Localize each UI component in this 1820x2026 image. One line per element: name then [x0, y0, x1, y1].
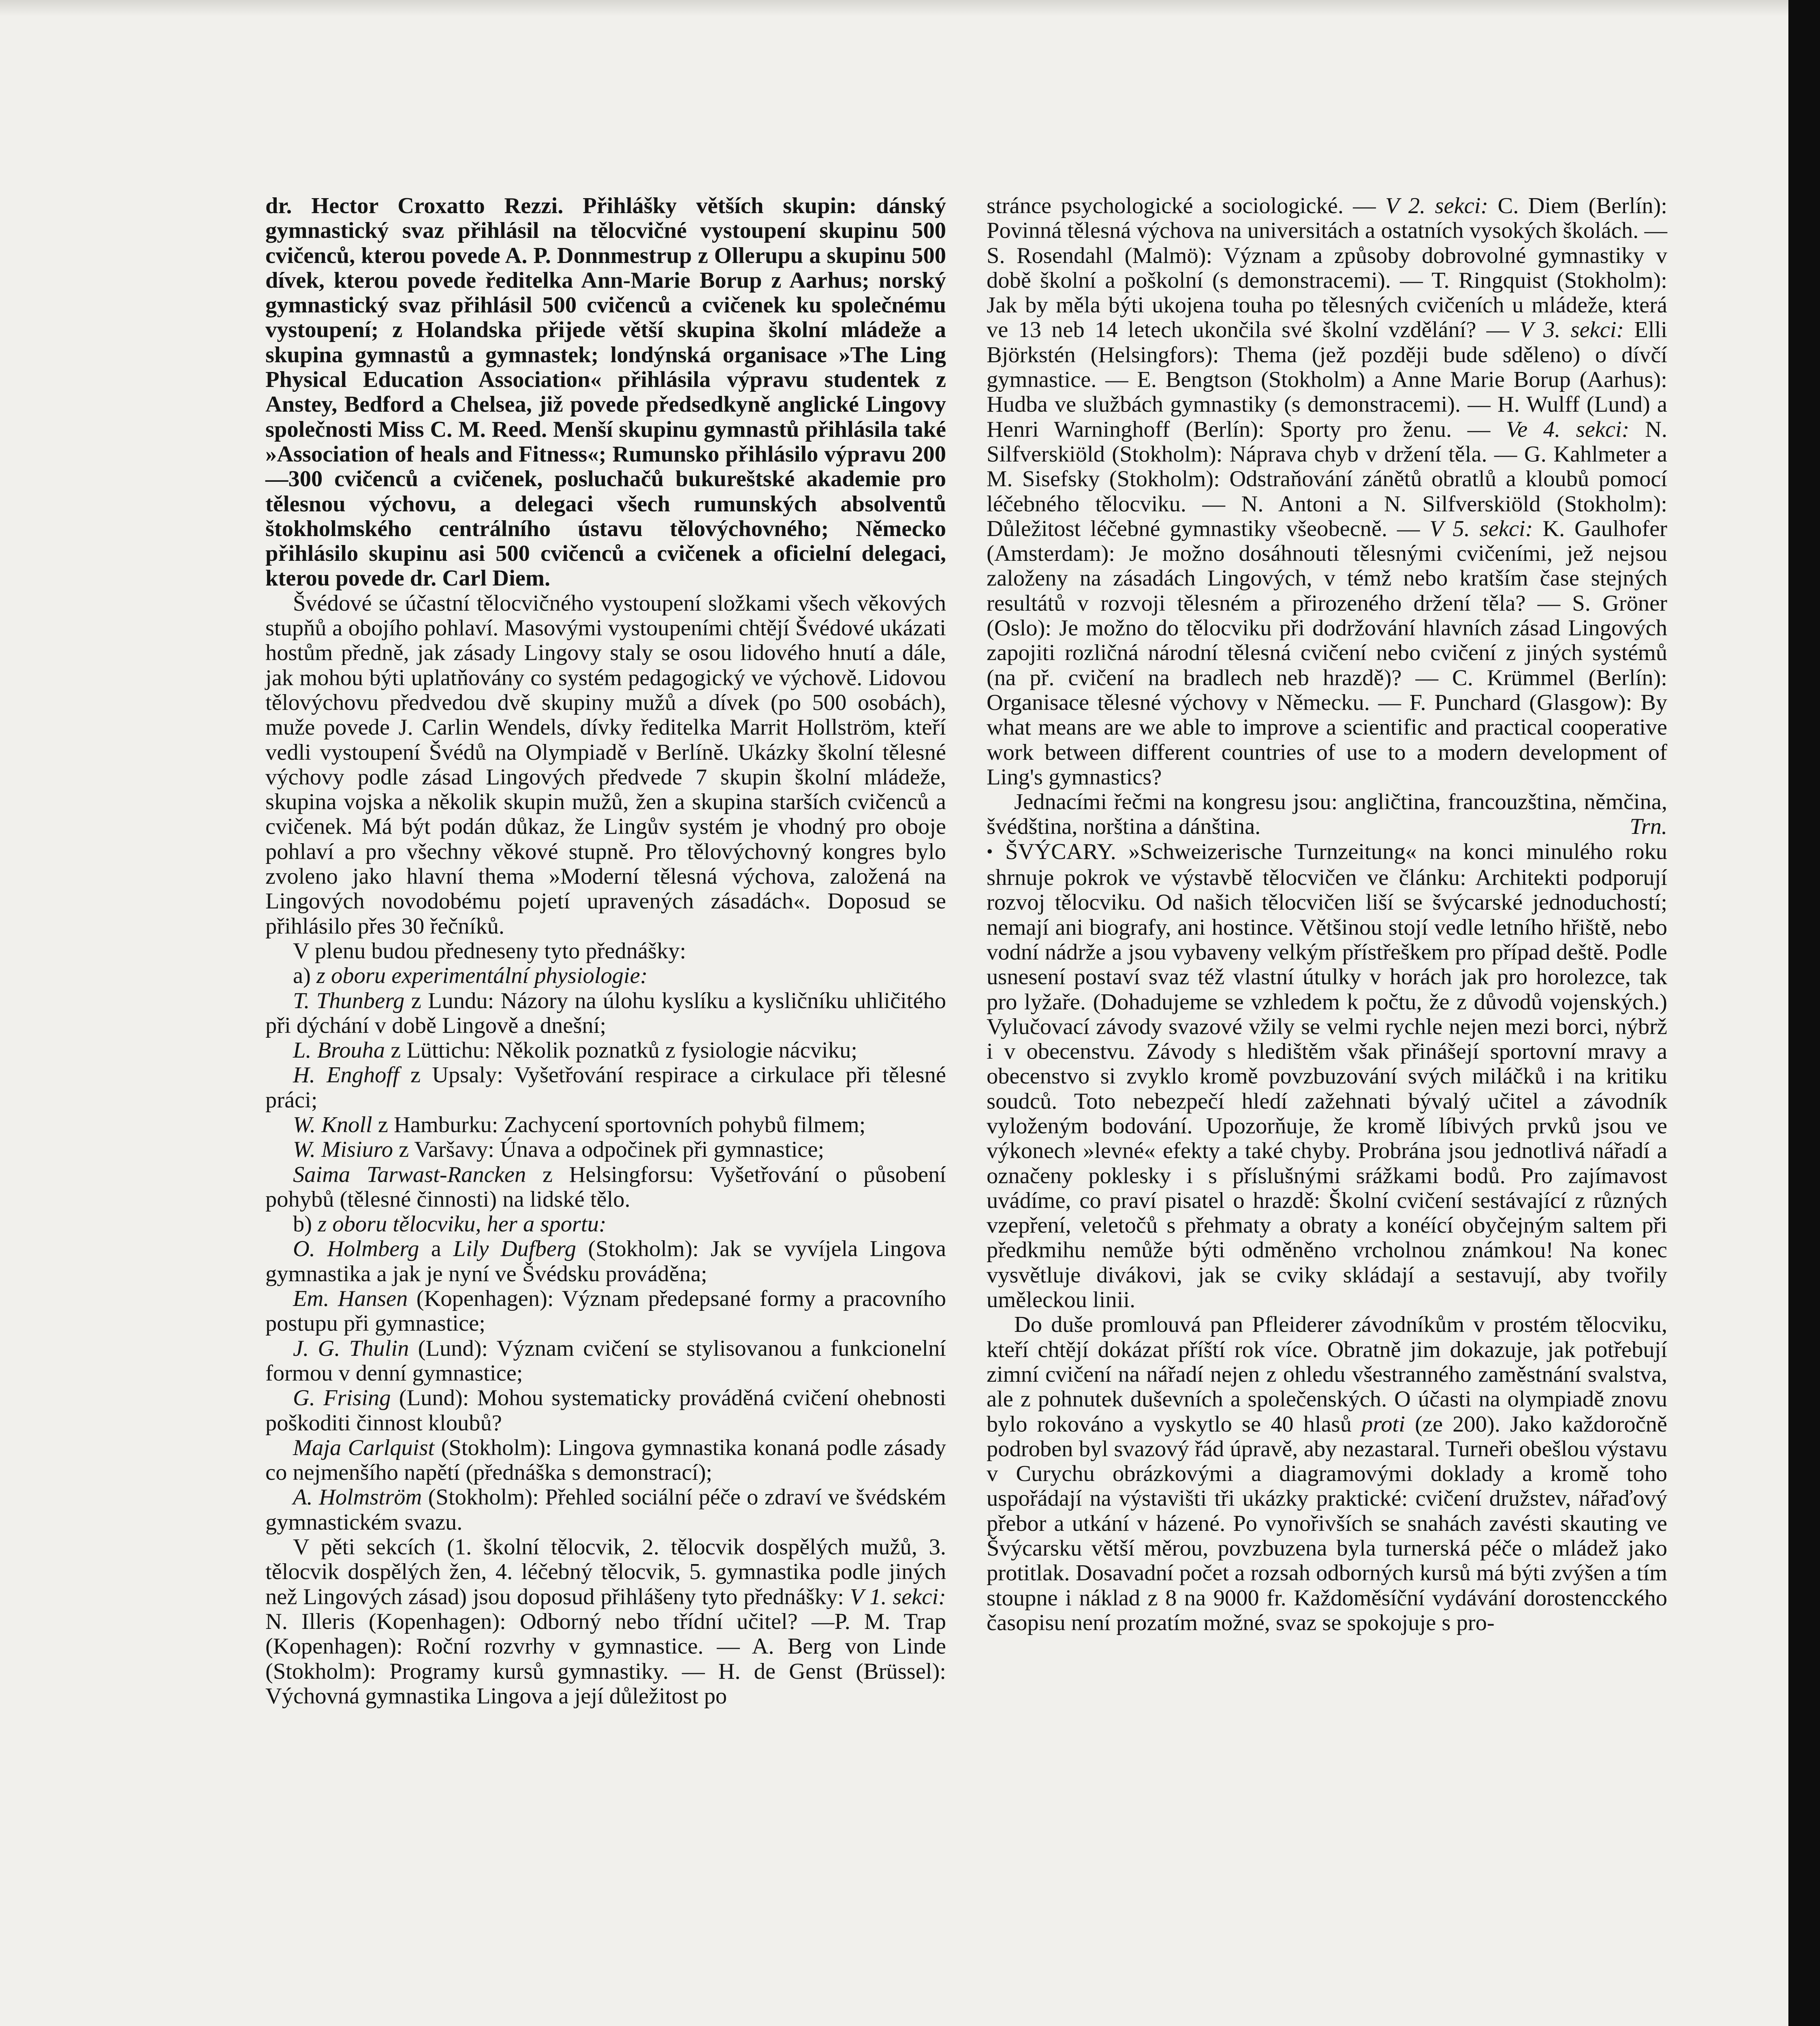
lecture-item: T. Thunberg z Lundu: Názory na úlohu kyslíku a kysličníku uhličitého při dýchání v době Lingově a dnešní; [265, 988, 946, 1038]
lecture-item: L. Brouha z Lüttichu: Několik poznatků z fysiologie nácviku; [293, 1038, 857, 1063]
paragraph-registrations: dr. Hector Croxatto Rezzi. Přihlášky větších skupin: dánský gymnastický svaz přihlásil na tělocvičné vystoupení skupinu 500 cvičenců, kterou povede A. P. Donnmestrup z Ollerupu a skupinu 500 dívek, kterou povede ředitelka Ann-Marie Borup z Aarhus; norský gymnastický svaz přihlásil 500 cvičenců a cvičenek ku společnému vystoupení; z Holandska přijede větší skupina školní mládeže a skupina gymnastů a gymnastek; londýnská organisace »The Ling Physical Education Association« přihlásila výpravu studentek z Anstey, Bedford a Chelsea, již povede předsedkyně anglické Lingovy společnosti Miss C. M. Reed. Menší skupinu gymnastů přihlásila také »Association of heals and Fitness«; Rumunsko přihlásilo výpravu 200—300 cvičenců a cvičenek, posluchačů bukureštské akademie pro tělesnou výchovu, a delegaci všech rumunských absolventů štokholmského centrálního ústavu tělovýchovného; Německo přihlásilo skupinu asi 500 cvičenců a cvičenek a oficielní delegaci, kterou povede dr. Carl Diem. [265, 193, 946, 591]
lecture-item: G. Frising (Lund): Mohou systematicky prováděná cvičení ohebnosti poškoditi činnost kloubů? [265, 1385, 946, 1436]
lecture-item: W. Knoll z Hamburku: Zachycení sportovních pohybů filmem; [293, 1112, 866, 1137]
left-column [265, 194, 946, 1709]
page-top-shadow [0, 0, 1788, 16]
bullet-icon: • [987, 841, 993, 861]
lecture-item: A. Holmström (Stokholm): Přehled sociální péče o zdraví ve švédském gymnastickém svazu. [265, 1485, 946, 1535]
paragraph-pfleiderer: Do duše promlouvá pan Pfleiderer závodníkům v prostém tělocviku, kteří chtějí dokázat příští rok více. Obratně jim dokazuje, jak potřebují zimní cvičení na nářadí nejen z ohledu všestranného zaměstnání svalstva, ale z pohnutek duševních a společenských. O účasti na olympiadě znovu bylo rokováno a vyskytlo se 40 hlasů proti (ze 200). Jako každoročně podroben byl svazový řád úpravě, aby nezastaral. Turneři obešlou výstavu v Curychu obrázkovými a diagramovými doklady a kromě toho uspořádají na výstavišti tři ukázky praktické: cvičení družstev, nářaďový přebor a utkání v házené. Po vynořivších se snahách zavésti skauting ve Švýcarsku větší měrou, povzbuzena byla turnerská péče o mládež jako protitlak. Dosavadní počet a rozsah odborných kursů má býti zvýšen a tím stoupne i náklad z 8 na 9000 fr. Každoměsíční vydávání dorostencckého časopisu není prozatím možné, svaz se spokojuje s pro- [987, 1312, 1667, 1635]
author-signature: Trn. [1630, 814, 1667, 840]
lecture-item: O. Holmberg a Lily Dufberg (Stokholm): Jak se vyvíjela Lingova gymnastika a jak je nyní ve Švédsku prováděna; [265, 1236, 946, 1287]
lecture-item: J. G. Thulin (Lund): Význam cvičení se stylisovanou a funkcionelní formou v denní gymnastice; [265, 1336, 946, 1386]
paragraph-plenum: V plenu budou předneseny tyto přednášky: [293, 938, 686, 964]
paragraph-swedes: Švédové se účastní tělocvičného vystoupení složkami všech věkových stupňů a obojího pohlaví. Masovými vystoupeními chtějí Švédové ukázati hostům předně, jak zásady Lingovy staly se osou lidového hnutí a dále, jak mohou býti uplatňovány co systém pedagogický ve výchově. Lidovou tělovýchovu předvedou dvě skupiny mužů a dívek (po 500 osobách), muže povede J. Carlin Wendels, dívky ředitelka Marrit Hollström, kteří vedli vystoupení Švédů na Olympiadě v Berlíně. Ukázky školní tělesné výchovy podle zásad Lingových předvede 7 skupin školní mládeže, skupina vojska a několik skupin mužů, žen a skupina starších cvičenců a cvičenek. Má být podán důkaz, že Lingův systém je vhodný pro oboje pohlaví a pro všechny věkové stupně. Pro tělovýchovný kongres bylo zvoleno jako hlavní thema »Moderní tělesná výchova, založená na Lingových novodobému pojetí upravených zásadách«. Doposud se přihlásilo přes 30 řečníků. [265, 590, 946, 939]
paragraph-sections-continued: stránce psychologické a sociologické. — V 2. sekci: C. Diem (Berlín): Povinná tělesná výchova na universitách a ostatních vysokých školách. — S. Rosendahl (Malmö): Význam a způsoby dobrovolné gymnastiky v době školní a poškolní (s demonstracemi). — T. Ringquist (Stokholm): Jak by měla býti ukojena touha po tělesných cvičeních u mládeže, která ve 13 neb 14 letech ukončila své školní vzdělání? — V 3. sekci: Elli Björkstén (Helsingfors): Thema (jež později bude sděleno) o dívčí gymnastice. — E. Bengtson (Stokholm) a Anne Marie Borup (Aarhus): Hudba ve službách gymnastiky (s demonstracemi). — H. Wulff (Lund) a Henri Warninghoff (Berlín): Sporty pro ženu. — Ve 4. sekci: N. Silfverskiöld (Stokholm): Náprava chyb v držení těla. — G. Kahlmeter a M. Sisefsky (Stokholm): Odstraňování zánětů obratlů a kloubů pomocí léčebného tělocviku. — N. Antoni a N. Silfverskiöld (Stokholm): Důležitost léčebné gymnastiky všeobecně. — V 5. sekci: K. Gaulhofer (Amsterdam): Je možno dosáhnouti tělesnými cvičeními, jež nejsou založeny na zásadách Lingových, v témž nebo kratším čase stejných resultátů v rozvoji tělesném a přirozeného držení těla? — S. Gröner (Oslo): Je možno do tělocviku při dodržování hlavních zásad Lingových zapojiti rozličná národní tělesná cvičení nebo cvičení z jiných systémů (na př. cvičení na bradlech neb hrazdě)? — C. Krümmel (Berlín): Organisace tělesné výchovy v Německu. — F. Punchard (Glasgow): By what means are we able to improve a scientific and practical cooperative work between different countries of use to a modern development of Ling's gymnastics? [987, 193, 1668, 790]
lecture-item: W. Misiuro z Varšavy: Únava a odpočinek při gymnastice; [293, 1137, 825, 1163]
paragraph-sections: V pěti sekcích (1. školní tělocvik, 2. tělocvik dospělých mužů, 3. tělocvik dospělých žen, 4. léčebný tělocvik, 5. gymnastika podle jiných než Lingových zásad) jsou doposud přihlášeny tyto přednášky: V 1. sekci: N. Illeris (Kopenhagen): Odborný nebo třídní učitel? —P. M. Trap (Kopenhagen): Roční rozvrhy v gymnastice. — A. Berg von Linde (Stokholm): Programy kursů gymnastiky. — H. de Genst (Brüssel): Výchovná gymnastika Lingova a její důležitost po [265, 1534, 946, 1709]
lecture-item: Em. Hansen (Kopenhagen): Význam předepsané formy a pracovního postupu při gymnastice; [265, 1286, 946, 1336]
section-b-heading: b) z oboru tělocviku, her a sportu: [293, 1212, 607, 1237]
paragraph-languages: Jednacími řečmi na kongresu jsou: angličtina, francouzština, němčina, švédština, norština a dánština. Trn. [987, 789, 1667, 840]
scan-edge [1788, 0, 1820, 2026]
paragraph-switzerland: • ŠVÝCARY. »Schweizerische Turnzeitung« na konci minulého roku shrnuje pokrok ve výstavbě tělocvičen ve článku: Architekti podporují rozvoj tělocviku. Od našich tělocvičen liší se švýcarské jednoduchostí; nemají ani biografy, ani hostince. Většinou stojí vedle letního hřiště, nebo vodní nádrže a jsou vybaveny velkým přístřeškem pro případ deště. Podle usnesení postaví svaz též vlastní útulky v horách jak pro horolezce, tak pro lyžaře. (Dohadujeme se vzhledem k počtu, že z důvodů vojenských.) Vylučovací závody svazové vžily se velmi rychle nejen mezi borci, nýbrž i v obecenstvu. Závody s hledištěm však přinášejí sportovní mravy a obecenstvo si zvyklo kromě povzbuzování svých miláčků i na kritiku soudců. Toto nebezpečí hledí zažehnati bývalý učitel a závodník vyloženým bodování. Upozorňuje, že kromě líbivých prvků jsou ve výkonech »levné« efekty a také chyby. Probrána jsou jednotlivá nářadí a označeny poklesky i s příslušnými srážkami bodů. Pro zajímavost uvádíme, co praví pisatel o hrazdě: Školní cvičení sestávající z různých vzepření, veletočů s přehmaty a obraty a konéící obyčejným saltem při předkmihu nemůže býti odměněno vrcholnou známkou! Na konec vysvětluje divákovi, jak se cviky skládají a sestavují, aby tvořily uměleckou linii. [987, 839, 1667, 1313]
section-a-heading: a) z oboru experimentální physiologie: [293, 963, 648, 989]
lecture-item: Maja Carlquist (Stokholm): Lingova gymnastika konaná podle zásady co nejmenšího napětí (přednáška s demonstrací); [265, 1435, 946, 1485]
lecture-item: H. Enghoff z Upsaly: Vyšetřování respirace a cirkulace při tělesné práci; [265, 1062, 946, 1113]
lecture-item: Saima Tarwast-Rancken z Helsingforsu: Vyšetřování o působení pohybů (tělesné činnosti) na lidské tělo. [265, 1162, 946, 1212]
right-column [987, 194, 1667, 1635]
